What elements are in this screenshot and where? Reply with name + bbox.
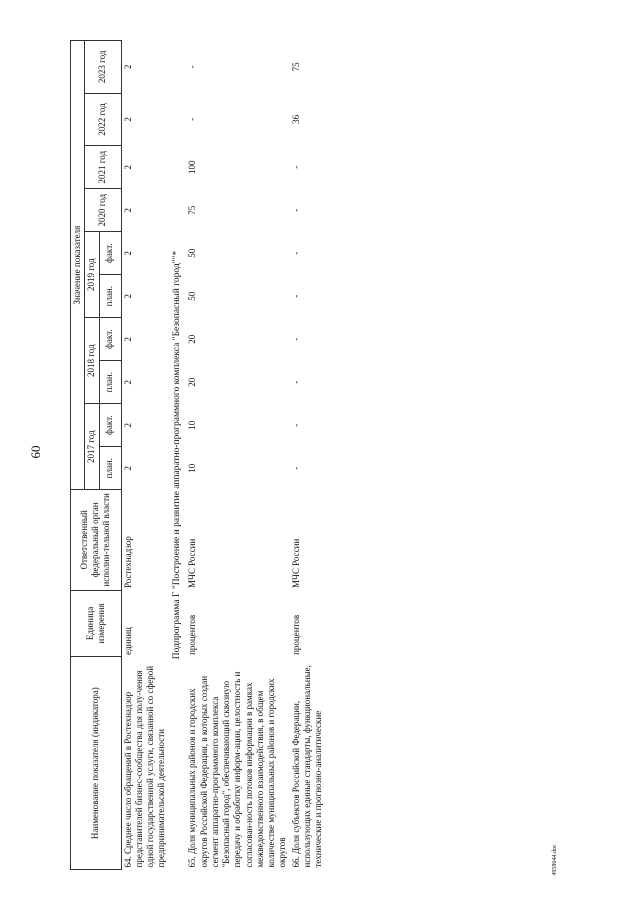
- page-number: 60: [28, 445, 43, 459]
- header-plan: план.: [99, 361, 121, 404]
- value-cell: -: [290, 380, 301, 384]
- value-cell: -: [187, 117, 198, 121]
- indicator-unit: процентов: [290, 614, 301, 655]
- value-cell: -: [290, 423, 301, 427]
- header-2017: 2017 год: [85, 404, 99, 490]
- value-cell: 50: [187, 291, 198, 301]
- indicator-unit: процентов: [187, 614, 198, 655]
- header-2019: 2019 год: [85, 232, 99, 318]
- value-cell: 2: [122, 465, 133, 471]
- indicator-name: 66. Доля субъектов Российской Федерации, использующих единые стандарты, функциональные, технические и прогнозно-аналитические: [290, 665, 324, 868]
- value-cell: 100: [187, 160, 198, 174]
- header-2020: 2020 год: [85, 189, 121, 232]
- value-cell: 2: [122, 293, 133, 299]
- header-2021: 2021 год: [85, 146, 121, 189]
- indicator-table: [70, 40, 325, 870]
- header-agency: Ответственный федеральный орган исполни-тельной власти: [71, 490, 122, 590]
- value-cell: 2: [122, 117, 133, 122]
- subprogram-title: Подпрограмма Г "Построение и развитие аппаратно-программного комплекса "Безопасный город""*: [171, 250, 182, 660]
- indicator-agency: МЧС России: [290, 538, 301, 589]
- table-header: [71, 41, 122, 870]
- value-cell: 10: [187, 463, 198, 473]
- header-plan: план.: [99, 275, 121, 318]
- header-2022: 2022 год: [85, 93, 121, 146]
- indicator-name: 64. Среднее число обращений в Ростехнадзор представителей бизнес-сообщества для полу-чения одной государственной услуги, связанной со сферой предпринимательской деятельности: [122, 665, 167, 868]
- header-fact: факт.: [99, 232, 121, 275]
- value-cell: 50: [187, 248, 198, 258]
- header-unit: Единица измерения: [71, 590, 122, 657]
- value-cell: -: [290, 251, 301, 255]
- indicator-name: 65. Доля муниципальных районов и городских округов Российской Федерации, в которых создан сегмент аппаратно-программного комплекса "Безопасный город", обеспечивающий сквозную передачу и обработку информ-ации, целостность и согласован-ность потоков информации в рамках межведомственного взаимодействия, в общем количестве муниципальных районов и городских округов: [187, 671, 288, 868]
- indicator-agency: Ростехнадзор: [122, 536, 133, 589]
- table-row: [121, 41, 169, 870]
- value-cell: 10: [187, 420, 198, 430]
- value-cell: -: [290, 208, 301, 212]
- value-cell: 2: [122, 379, 133, 385]
- value-cell: 2: [122, 422, 133, 428]
- value-cell: 36: [290, 114, 301, 124]
- value-cell: 2: [122, 336, 133, 342]
- table-row: [290, 41, 326, 870]
- subprogram-row: [169, 41, 187, 870]
- value-cell: 75: [290, 62, 301, 72]
- value-cell: -: [290, 165, 301, 169]
- value-cell: 2: [122, 207, 133, 213]
- indicator-agency: МЧС России: [187, 538, 198, 589]
- value-cell: -: [290, 466, 301, 470]
- document-reference: 4958644.doc: [552, 844, 558, 876]
- header-2023: 2023 год: [85, 41, 121, 94]
- indicator-table-page: [70, 40, 600, 870]
- indicator-unit: единиц: [122, 627, 133, 655]
- value-cell: 2: [122, 64, 133, 70]
- header-2018: 2018 год: [85, 318, 99, 404]
- table-body: [121, 41, 325, 870]
- header-fact: факт.: [99, 404, 121, 447]
- header-name: Наименование показателя (индикатора): [71, 657, 122, 870]
- value-cell: -: [187, 65, 198, 69]
- header-values: Значение показателя: [71, 41, 85, 490]
- value-cell: 2: [122, 164, 133, 170]
- value-cell: 20: [187, 334, 198, 344]
- value-cell: 2: [122, 250, 133, 256]
- header-plan: план.: [99, 447, 121, 490]
- value-cell: 75: [187, 205, 198, 215]
- value-cell: 20: [187, 377, 198, 387]
- header-fact: факт.: [99, 318, 121, 361]
- table-row: [186, 41, 289, 870]
- value-cell: -: [290, 337, 301, 341]
- value-cell: -: [290, 294, 301, 298]
